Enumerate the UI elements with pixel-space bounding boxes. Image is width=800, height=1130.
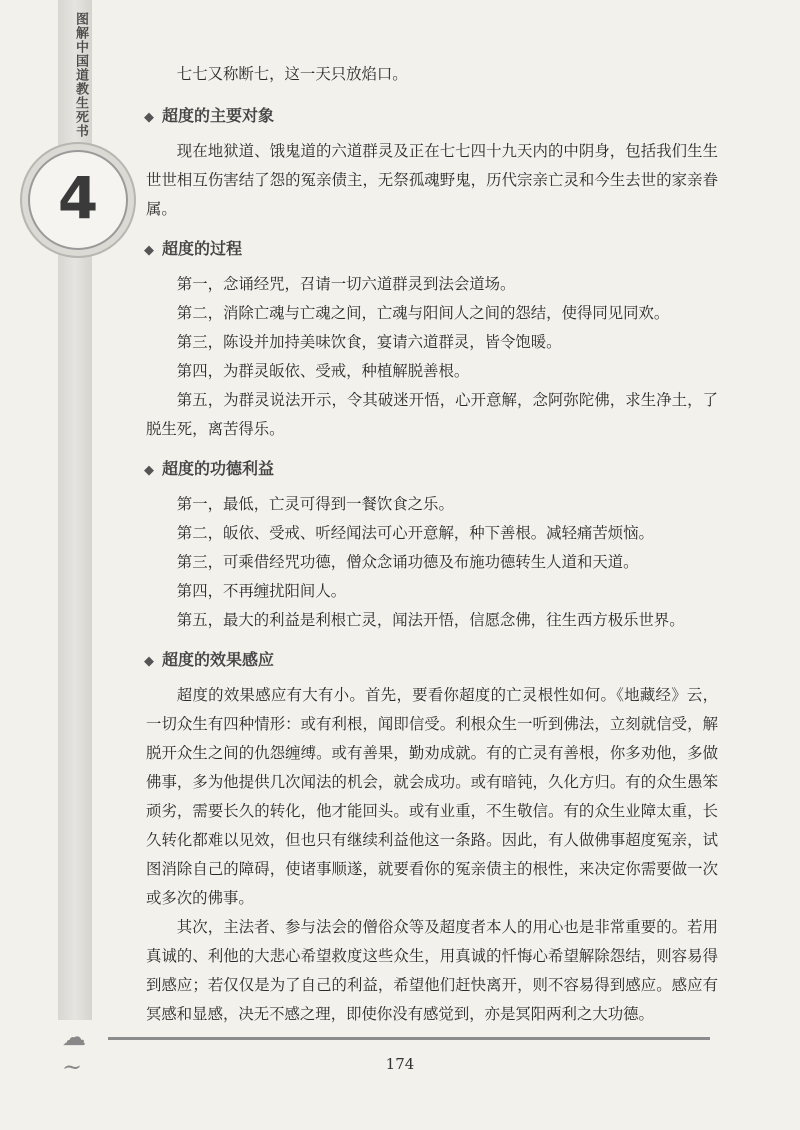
section-objects [146,101,718,224]
page-content [146,60,718,1035]
paragraph: 第二，皈依、受戒、听经闻法可心开意解，种下善根。减轻痛苦烦恼。 [176,524,654,542]
paragraph: 第一，念诵经咒，召请一切六道群灵到法会道场。 [176,275,516,293]
section-heading [144,645,718,677]
paragraph: 第五，最大的利益是利根亡灵，闻法开悟，信愿念佛，往生西方极乐世界。 [176,611,685,629]
section-heading-text: 超度的功德利益 [162,459,275,478]
section-heading-text: 超度的过程 [162,239,243,258]
diamond-bullet-icon: ◆ [144,463,154,478]
section-heading [144,234,718,266]
paragraph: 第三，可乘借经咒功德，僧众念诵功德及布施功德转生人道和天道。 [176,553,639,571]
section-heading-text: 超度的效果感应 [162,650,275,669]
paragraph: 第三，陈设并加持美味饮食，宴请六道群灵，皆令饱暖。 [176,333,562,351]
paragraph: 第四，为群灵皈依、受戒，种植解脱善根。 [176,362,470,380]
section-heading [144,101,718,133]
paragraph: 超度的效果感应有大有小。首先，要看你超度的亡灵根性如何。《地藏经》云，一切众生有四种情形：或有利根，闻即信受。利根众生一听到佛法，立刻就信受，解脱开众生之间的仇怨缠缚。或有善果，勤劝成就。有的亡灵有善根，你多劝他，多做佛事，多为他提供几次闻法的机会，就会成功。或有暗钝，久化方归。有的众生愚笨顽劣，需要长久的转化，他才能回头。或有业重，不生敬信。有的众生业障太重，长久转化都难以见效，但也只有继续利益他这一条路。因此，有人做佛事超度冤亲，试图消除自己的障碍，使诸事顺遂，就要看你的冤亲债主的根性，来决定你需要做一次或多次的佛事。 [146,686,718,907]
paragraph: 其次，主法者、参与法会的僧俗众等及超度者本人的用心也是非常重要的。若用真诚的、利他的大悲心希望救度这些众生，用真诚的忏悔心希望解除怨结，则容易得到感应；若仅仅是为了自己的利益，希望他们赶快离开，则不容易得到感应。感应有冥感和显感，决无不感之理，即使你没有感觉到，亦是冥阳两利之大功德。 [146,918,718,1023]
section-process [146,234,718,444]
footer-divider [108,1037,710,1040]
chapter-number: 4 [57,164,99,232]
section-heading [144,454,718,486]
paragraph: 第五，为群灵说法开示，令其破迷开悟，心开意解，念阿弥陀佛，求生净土，了脱生死，离苦得乐。 [146,391,718,438]
diamond-bullet-icon: ◆ [144,654,154,669]
paragraph: 第四，不再缠扰阳间人。 [176,582,347,600]
page-number: 174 [385,1055,415,1073]
paragraph: 第二，消除亡魂与亡魂之间，亡魂与阳间人之间的怨结，使得同见同欢。 [176,304,670,322]
cloud-ornament-icon: ☁︎~ [62,1023,86,1081]
paragraph: 现在地狱道、饿鬼道的六道群灵及正在七七四十九天内的中阴身，包括我们生生世世相互伤害结了怨的冤亲债主，无祭孤魂野鬼，历代宗亲亡灵和今生去世的家亲眷属。 [146,142,718,218]
section-heading-text: 超度的主要对象 [162,106,275,125]
chapter-badge [28,150,128,250]
diamond-bullet-icon: ◆ [144,110,154,125]
section-merits [146,454,718,635]
paragraph: 第一，最低，亡灵可得到一餐饮食之乐。 [176,495,454,513]
book-title: 图解中国道教生死书 [73,12,88,138]
section-effects [146,645,718,1029]
diamond-bullet-icon: ◆ [144,243,154,258]
intro-paragraph: 七七又称断七，这一天只放焰口。 [176,65,408,83]
